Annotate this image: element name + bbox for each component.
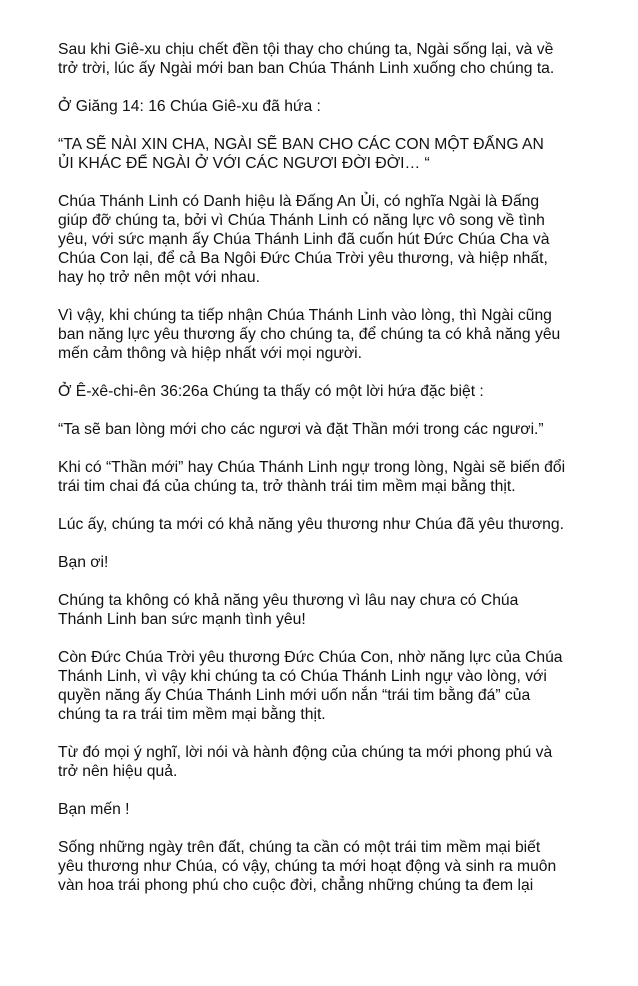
paragraph-15 bbox=[58, 838, 596, 895]
text-line: Vì vậy, khi chúng ta tiếp nhận Chúa Thánh Linh vào lòng, thì Ngài cũng bbox=[58, 307, 552, 324]
paragraph-14 bbox=[58, 800, 596, 819]
text-line: “Ta sẽ ban lòng mới cho các ngươi và đặt Thần mới trong các ngươi.” bbox=[58, 421, 544, 438]
text-line: Sống những ngày trên đất, chúng ta cần có một trái tim mềm mại biết bbox=[58, 839, 541, 856]
paragraph-11 bbox=[58, 591, 596, 629]
text-line: Bạn mến ! bbox=[58, 801, 130, 818]
document-page bbox=[58, 40, 596, 914]
paragraph-7 bbox=[58, 420, 596, 439]
paragraph-10 bbox=[58, 553, 596, 572]
text-line: vàn hoa trái phong phú cho cuộc đời, chẳng những chúng ta đem lại bbox=[58, 877, 534, 894]
paragraph-8 bbox=[58, 458, 596, 496]
paragraph-3 bbox=[58, 135, 596, 173]
text-line: yêu thương như Chúa, có vậy, chúng ta mới hoạt động và sinh ra muôn bbox=[58, 858, 557, 875]
text-line: Ở Giăng 14: 16 Chúa Giê-xu đã hứa : bbox=[58, 98, 321, 115]
text-line: yêu, với sức mạnh ấy Chúa Thánh Linh đã cuốn hút Đức Chúa Cha và bbox=[58, 231, 550, 248]
paragraph-9 bbox=[58, 515, 596, 534]
text-line: trái tim chai đá của chúng ta, trở thành trái tim mềm mại bằng thịt. bbox=[58, 478, 516, 495]
paragraph-4 bbox=[58, 192, 596, 287]
paragraph-13 bbox=[58, 743, 596, 781]
text-line: Thánh Linh ban sức mạnh tình yêu! bbox=[58, 611, 306, 628]
text-line: Chúa Thánh Linh có Danh hiệu là Đấng An Ủi, có nghĩa Ngài là Đấng bbox=[58, 193, 540, 210]
text-line: hay họ trở nên một với nhau. bbox=[58, 269, 260, 286]
paragraph-6 bbox=[58, 382, 596, 401]
text-line: trở trời, lúc ấy Ngài mới ban ban Chúa Thánh Linh xuống cho chúng ta. bbox=[58, 60, 555, 77]
text-line: mến cảm thông và hiệp nhất với mọi người. bbox=[58, 345, 363, 362]
text-line: quyền năng ấy Chúa Thánh Linh mới uốn nắn “trái tim bằng đá” của bbox=[58, 687, 531, 704]
text-line: Lúc ấy, chúng ta mới có khả năng yêu thương như Chúa đã yêu thương. bbox=[58, 516, 564, 533]
text-line: giúp đỡ chúng ta, bởi vì Chúa Thánh Linh có năng lực vô song về tình bbox=[58, 212, 545, 229]
text-line: chúng ta ra trái tim mềm mại bằng thịt. bbox=[58, 706, 326, 723]
paragraph-1 bbox=[58, 40, 596, 78]
text-line: Bạn ơi! bbox=[58, 554, 109, 571]
text-line: Chúng ta không có khả năng yêu thương vì lâu nay chưa có Chúa bbox=[58, 592, 519, 609]
text-line: ỦI KHÁC ĐỂ NGÀI Ở VỚI CÁC NGƯƠI ĐỜI ĐỜI… “ bbox=[58, 155, 430, 172]
text-line: Còn Đức Chúa Trời yêu thương Đức Chúa Con, nhờ năng lực của Chúa bbox=[58, 649, 563, 666]
text-line: Khi có “Thần mới” hay Chúa Thánh Linh ngự trong lòng, Ngài sẽ biến đổi bbox=[58, 459, 566, 476]
text-line: Sau khi Giê-xu chịu chết đền tội thay cho chúng ta, Ngài sống lại, và về bbox=[58, 41, 554, 58]
text-line: trở nên hiệu quả. bbox=[58, 763, 178, 780]
paragraph-2 bbox=[58, 97, 596, 116]
text-line: “TA SẼ NÀI XIN CHA, NGÀI SẼ BAN CHO CÁC CON MỘT ĐẤNG AN bbox=[58, 136, 544, 153]
text-line: Từ đó mọi ý nghĩ, lời nói và hành động của chúng ta mới phong phú và bbox=[58, 744, 553, 761]
text-line: Ở Ê-xê-chi-ên 36:26a Chúng ta thấy có một lời hứa đặc biệt : bbox=[58, 383, 484, 400]
paragraph-12 bbox=[58, 648, 596, 724]
paragraph-5 bbox=[58, 306, 596, 363]
text-line: Chúa Con lại, để cả Ba Ngôi Đức Chúa Trời yêu thương, và hiệp nhất, bbox=[58, 250, 548, 267]
text-line: Thánh Linh, vì vậy khi chúng ta có Chúa Thánh Linh ngự vào lòng, với bbox=[58, 668, 547, 685]
text-line: ban năng lực yêu thương ấy cho chúng ta, để chúng ta có khả năng yêu bbox=[58, 326, 561, 343]
